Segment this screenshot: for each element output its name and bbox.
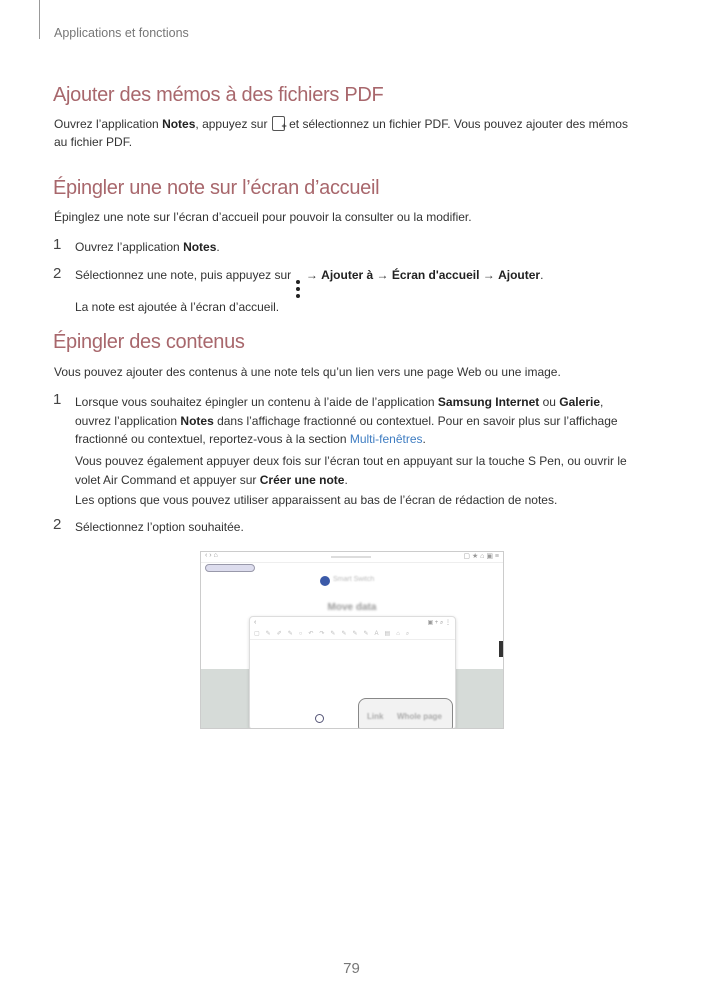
side-handle <box>499 641 503 657</box>
step-note: Les options que vous pouvez utiliser apparaissent au bas de l’écran de rédaction de notes. <box>75 493 558 507</box>
step-number: 1 <box>53 236 62 253</box>
pin-note-intro: Épinglez une note sur l’écran d’accueil pour pouvoir la consulter ou la modifier. <box>54 210 472 224</box>
page-number: 79 <box>343 960 360 977</box>
multi-windows-link[interactable]: Multi-fenêtres <box>349 432 423 446</box>
step-number: 2 <box>53 265 62 282</box>
pdf-intro: Ouvrez l’application Notes, appuyez sur + et sélectionnez un fichier PDF. Vous pouvez ajouter des mémos au fichier PDF. <box>54 115 654 151</box>
step-text: Ouvrez l’application Notes. <box>75 240 220 254</box>
step-text: Sélectionnez l’option souhaitée. <box>75 520 244 534</box>
section-header: Applications et fonctions <box>54 26 189 40</box>
step-text: Sélectionnez une note, puis appuyez sur → Ajouter à → Écran d'accueil → Ajouter. La note est ajoutée à l’écran d’accueil. <box>75 268 544 314</box>
pin-content-intro: Vous pouvez ajouter des contenus à une note tels qu’un lien vers une page Web ou une image. <box>54 365 561 379</box>
browser-tab <box>205 564 255 572</box>
pen-toolbar: ▢✎✐✎○↶↷✎✎✎✎A▤⌂⌕ <box>254 631 416 637</box>
whole-page-option[interactable]: Whole page <box>397 712 442 721</box>
pdf-add-icon <box>272 116 285 131</box>
more-options-icon <box>296 280 300 298</box>
step-number: 1 <box>53 391 62 408</box>
pin-options-highlight <box>358 698 453 729</box>
smart-switch-logo <box>320 576 330 586</box>
step-text: Lorsque vous souhaitez épingler un contenu à l’aide de l’application Samsung Internet ou Galerie, ouvrez l’application Notes dans l’affichage fractionné ou contextuel. Pour en savoir plus sur l’affichage fractionné ou contextuel, reportez-vous à la section Multi-fenêtres. <box>75 395 618 446</box>
screen-heading: Move data <box>327 602 377 613</box>
heading-pin-note: Épingler une note sur l’écran d’accueil <box>53 177 380 199</box>
tablet-screenshot <box>200 551 504 729</box>
heading-pin-content: Épingler des contenus <box>53 331 245 353</box>
header-rule <box>39 0 40 39</box>
heading-pdf-memos: Ajouter des mémos à des fichiers PDF <box>53 84 384 106</box>
browser-toolbar: ‹ › ⌂ ▢ ★ ⌂ ▣ ≡ <box>201 552 503 563</box>
notes-popup: ‹ ▣ + ⌕ ⋮ ▢✎✐✎○↶↷✎✎✎✎A▤⌂⌕ <box>249 616 456 729</box>
link-option[interactable]: Link <box>367 712 384 721</box>
step-number: 2 <box>53 516 62 533</box>
step-note: Vous pouvez également appuyer deux fois sur l’écran tout en appuyant sur la touche S Pen, ou ouvrir le volet Air Command et appuyer sur Créer une note. <box>75 454 627 487</box>
app-title: Smart Switch <box>333 576 375 583</box>
